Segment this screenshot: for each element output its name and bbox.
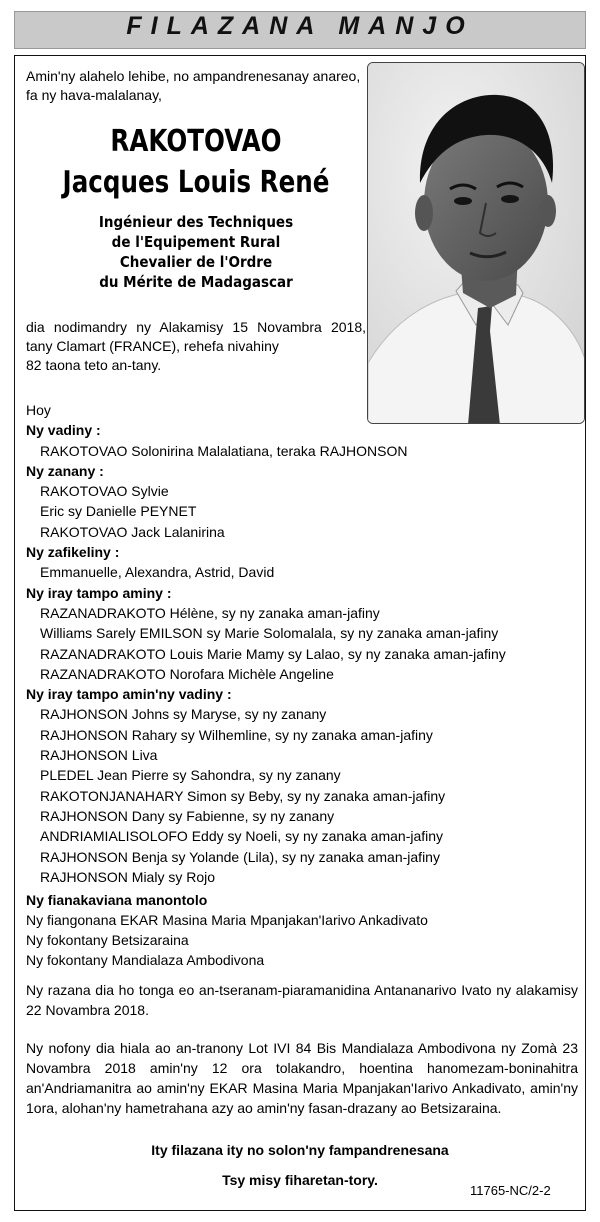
community-section xyxy=(26,890,578,970)
funeral-paragraph: Ny nofony dia hiala ao an-tranony Lot IVI 84 Bis Mandialaza Ambodivona ny Zomà 23 Novambra 2018 amin'ny 12 ora tolakandro, hoentina hanomezam-boninahitra an'Andriamanitra ao amin'ny EKAR Masina Maria Mpanjakan'Iarivo Ankadivato, amin'ny 1ora, alohan'ny hametrahana azy ao amin'ny fasan-drazany ao Betsizaraina. xyxy=(26,1040,578,1116)
family-member: RAZANADRAKOTO Louis Marie Mamy sy Lalao, sy ny zanaka aman-jafiny xyxy=(40,645,506,662)
family-member: RAJHONSON Rahary sy Wilhemline, sy ny zanaka aman-jafiny xyxy=(40,726,433,743)
notice-header xyxy=(14,11,586,49)
family-heading: Ny vadiny : xyxy=(26,422,101,439)
family-member: RAJHONSON Johns sy Maryse, sy ny zanany xyxy=(40,706,327,723)
family-member: RAKOTONJANAHARY Simon sy Beby, sy ny zanaka aman-jafiny xyxy=(40,787,446,804)
family-member: RAJHONSON Benja sy Yolande (Lila), sy ny zanaka aman-jafiny xyxy=(40,848,440,865)
intro-text: Amin'ny alahelo lehibe, no ampandrenesanay anareo, fa ny hava-malalanay, xyxy=(26,68,361,103)
deceased-surname: RAKOTOVAO xyxy=(110,124,282,159)
portrait-photo xyxy=(367,62,585,424)
hoy-label: Hoy xyxy=(26,402,51,418)
community-line: Ny fiangonana EKAR Masina Maria Mpanjakan'Iarivo Ankadivato xyxy=(26,912,428,928)
family-heading: Ny iray tampo aminy : xyxy=(26,584,172,601)
family-heading: Ny zafikeliny : xyxy=(26,544,120,561)
family-heading: Ny iray tampo amin'ny vadiny : xyxy=(26,686,232,703)
family-member: Eric sy Danielle PEYNET xyxy=(40,503,197,520)
portrait-image xyxy=(368,63,585,424)
family-heading: Ny zanany : xyxy=(26,462,104,479)
family-member: RAJHONSON Dany sy Fabienne, sy ny zanany xyxy=(40,807,335,824)
family-member: RAKOTOVAO Jack Lalanirina xyxy=(40,523,225,540)
family-member: PLEDEL Jean Pierre sy Sahondra, sy ny zanany xyxy=(40,767,341,784)
family-member: RAKOTOVAO Sylvie xyxy=(40,483,169,500)
family-member: RAZANADRAKOTO Hélène, sy ny zanaka aman-jafiny xyxy=(40,604,380,621)
family-member: RAJHONSON Liva xyxy=(40,747,158,764)
notice-footer-line: Ity filazana ity no solon'ny fampandrenesana xyxy=(151,1142,449,1158)
ad-reference: 11765-NC/2-2 xyxy=(470,1183,551,1198)
family-member: RAZANADRAKOTO Norofara Michèle Angeline xyxy=(40,665,334,682)
arrival-paragraph: Ny razana dia ho tonga eo an-tseranam-piaramanidina Antananarivo Ivato ny alakamisy 22 Novambra 2018. xyxy=(26,982,578,1018)
deceased-titles: Ingénieur des Techniques de l'Equipement Rural Chevalier de l'Ordre du Mérite de Madagascar xyxy=(98,213,294,291)
community-line: Ny fokontany Mandialaza Ambodivona xyxy=(26,952,265,968)
family-member: Williams Sarely EMILSON sy Marie Solomalala, sy ny zanaka aman-jafiny xyxy=(40,625,499,642)
family-member: RAJHONSON Mialy sy Rojo xyxy=(40,868,216,885)
family-member: Emmanuelle, Alexandra, Astrid, David xyxy=(40,564,275,581)
notice-footer-line: Tsy misy fiharetan-tory. xyxy=(222,1172,378,1188)
family-list xyxy=(26,400,576,887)
death-announcement: dia nodimandry ny Alakamisy 15 Novambra 2018, tany Clamart (FRANCE), rehefa nivahiny 82 taona teto an-tany. xyxy=(26,319,366,373)
deceased-given-names: Jacques Louis René xyxy=(62,165,330,200)
community-line: Ny fokontany Betsizaraina xyxy=(26,932,189,948)
family-member: RAKOTOVAO Solonirina Malalatiana, teraka RAJHONSON xyxy=(40,442,408,459)
notice-header-title: FILAZANA MANJO xyxy=(126,12,474,40)
family-member: ANDRIAMIALISOLOFO Eddy sy Noeli, sy ny zanaka aman-jafiny xyxy=(40,828,444,845)
community-heading: Ny fianakaviana manontolo xyxy=(26,892,208,908)
